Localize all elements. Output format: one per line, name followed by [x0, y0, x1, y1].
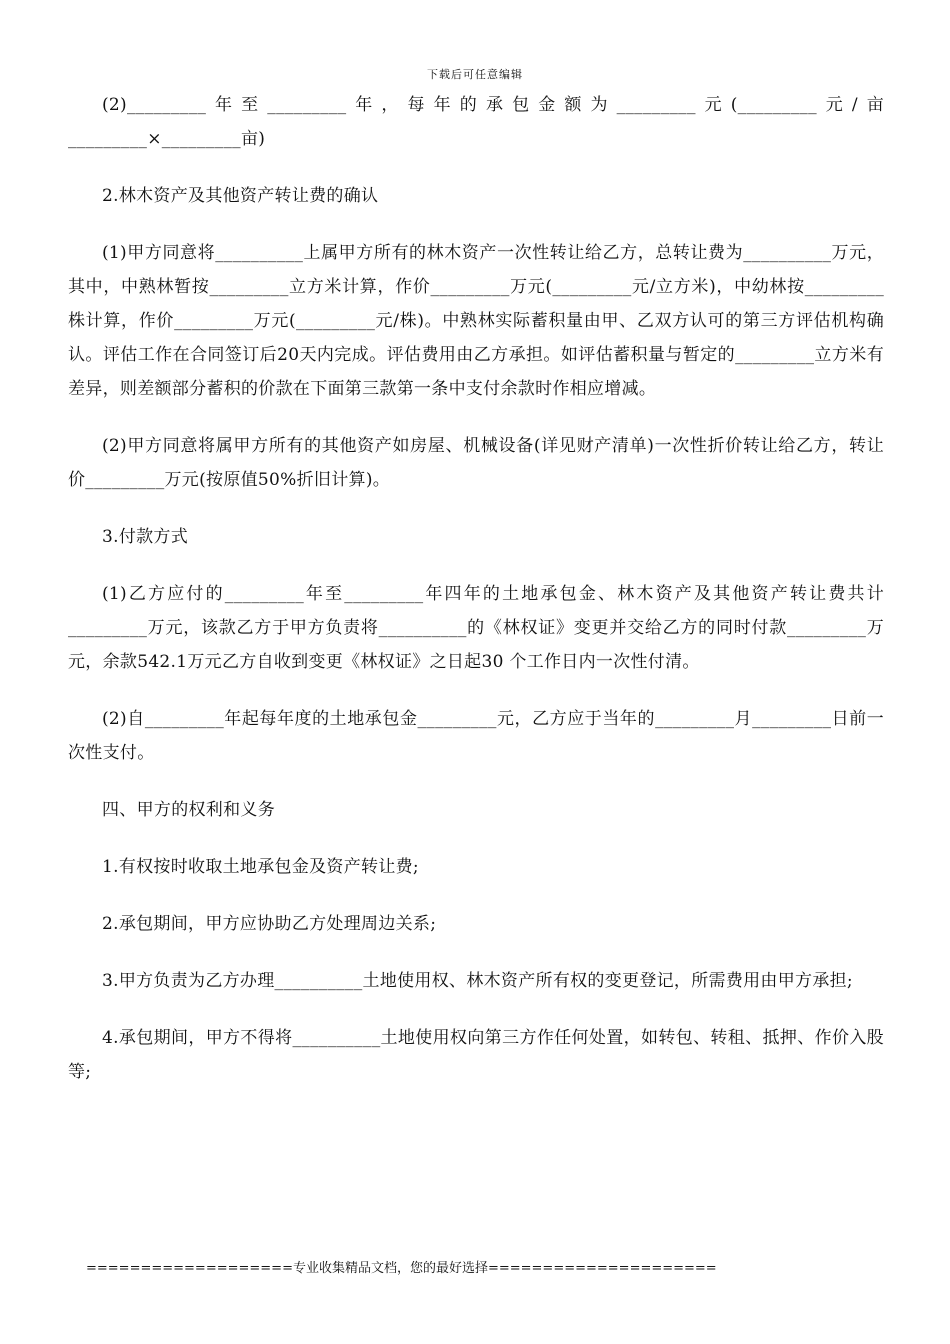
page-footer: ===================专业收集精品文档，您的最好选择===================== — [86, 1261, 717, 1276]
list-item-right-2: 2.承包期间，甲方应协助乙方处理周边关系; — [102, 914, 437, 934]
paragraph-annual-payment: (2)自_________年起每年度的土地承包金_________元，乙方应于当年的_________月_________日前一次性支付。 — [68, 709, 884, 763]
section-heading-payment-method: 3.付款方式 — [102, 527, 189, 547]
document-body — [68, 88, 884, 1112]
paragraph-payment-terms: (1)乙方应付的_________年至_________年四年的土地承包金、林木资产及其他资产转让费共计_________万元，该款乙方于甲方负责将__________的《林权证》变更并交给乙方的同时付款_________万元，余款542.1万元乙方自收到变更《林权证》之日起30 个工作日内一次性付清。 — [68, 584, 884, 672]
section-heading-party-a-rights: 四、甲方的权利和义务 — [102, 800, 275, 820]
section-heading-transfer-fee: 2.林木资产及其他资产转让费的确认 — [102, 186, 379, 206]
list-item-right-1: 1.有权按时收取土地承包金及资产转让费; — [102, 857, 419, 877]
paragraph-payment-period: (2)_________年至_________年，每年的承包金额为_________元(_________元/亩_________×_________亩) — [68, 95, 884, 149]
list-item-right-4: 4.承包期间，甲方不得将__________土地使用权向第三方作任何处置，如转包、转租、抵押、作价入股等; — [68, 1028, 884, 1082]
list-item-right-3: 3.甲方负责为乙方办理__________土地使用权、林木资产所有权的变更登记，所需费用由甲方承担; — [102, 971, 853, 991]
paragraph-other-assets: (2)甲方同意将属甲方所有的其他资产如房屋、机械设备(详见财产清单)一次性折价转让给乙方，转让价_________万元(按原值50%折旧计算)。 — [68, 436, 884, 490]
paragraph-forest-assets: (1)甲方同意将__________上属甲方所有的林木资产一次性转让给乙方，总转让费为__________万元，其中，中熟林暂按_________立方米计算，作价_________万元(_________元/立方米)，中幼林按_________株计算，作价_________万元(_________元/株)。中熟林实际蓄积量由甲、乙双方认可的第三方评估机构确认。评估工作在合同签订后20天内完成。评估费用由乙方承担。如评估蓄积量与暂定的_________立方米有差异，则差额部分蓄积的价款在下面第三款第一条中支付余款时作相应增减。 — [68, 243, 884, 399]
page-header-note: 下载后可任意编辑 — [427, 68, 523, 81]
